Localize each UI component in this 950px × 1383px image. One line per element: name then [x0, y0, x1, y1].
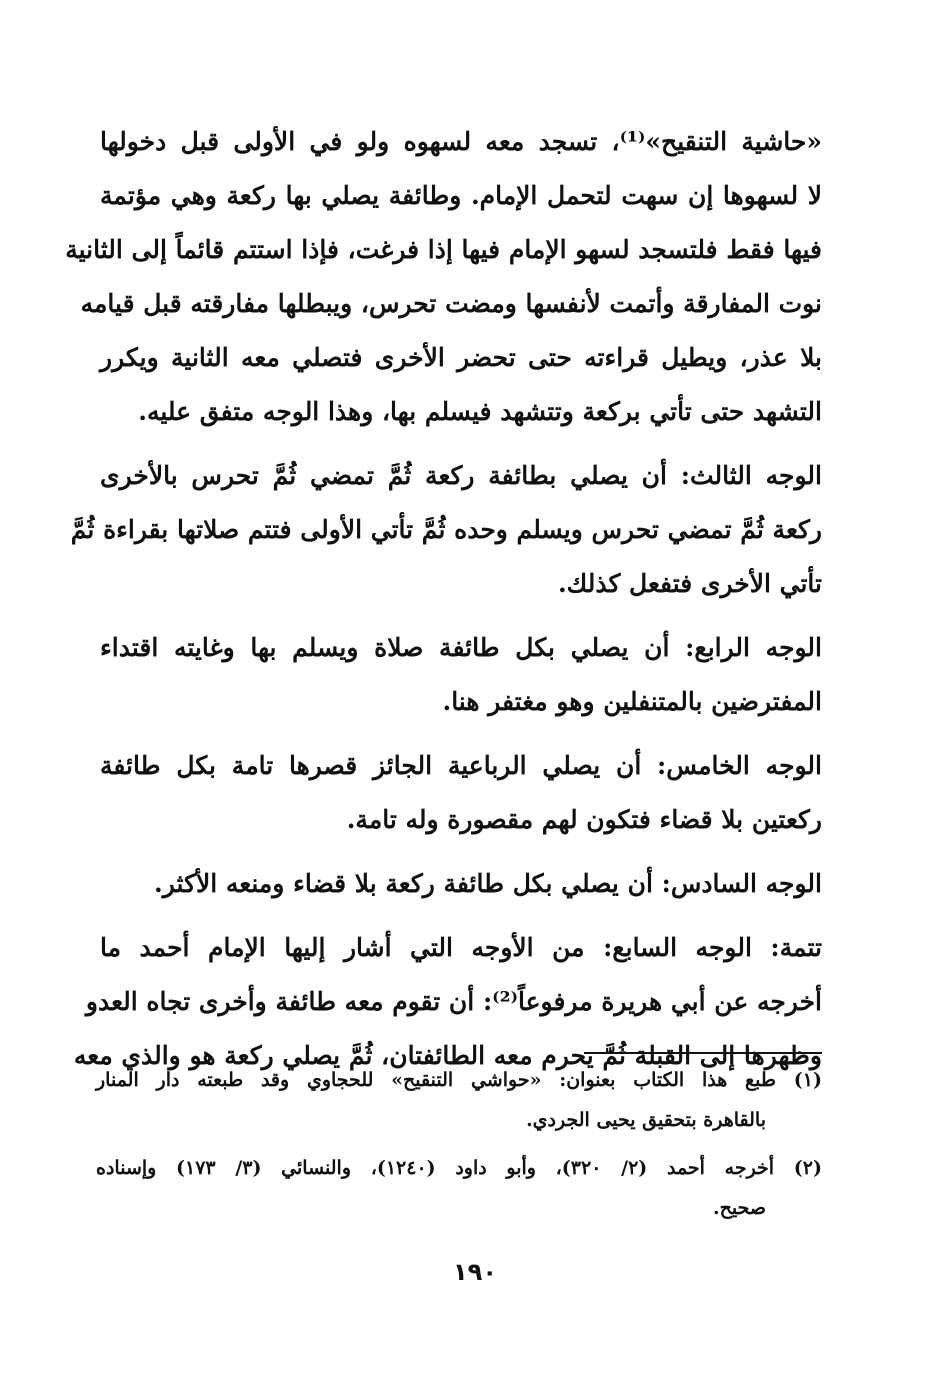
paragraph: [100, 621, 822, 729]
text-line: المفترضين بالمتنفلين وهو مغتفر هنا.: [442, 687, 822, 716]
text-line: بلا عذر، ويطيل قراءته حتى تحضر الأخرى فتصلي معه الثانية ويكرر: [100, 343, 822, 372]
text-line: وظهرها إلى القبلة ثُمَّ يحرم معه الطائفتان، ثُمَّ يصلي ركعة هو والذي معه: [73, 1041, 822, 1070]
page-number: ١٩٠: [453, 1258, 497, 1286]
text-line: «حاشية التنقيح»⁽¹⁾، تسجد معه لسهوه ولو في الأولى قبل دخولها: [100, 127, 822, 156]
main-text: [65, 115, 822, 1093]
text-line: فيها فقط فلتسجد لسهو الإمام فيها إذا فرغت، فإذا استتم قائماً إلى الثانية: [65, 235, 822, 264]
text-line: تتمة: الوجه السابع: من الأوجه التي أشار إليها الإمام أحمد ما: [100, 933, 822, 962]
footnotes: [96, 1060, 822, 1228]
footnote-line: صحيح.: [712, 1197, 766, 1219]
paragraph: [73, 921, 822, 1083]
text-line: الوجه السادس: أن يصلي بكل طائفة ركعة بلا قضاء ومنعه الأكثر.: [154, 869, 822, 898]
text-line: التشهد حتى تأتي بركعة وتتشهد فيسلم بها، وهذا الوجه متفق عليه.: [138, 397, 822, 426]
text-line: الوجه الرابع: أن يصلي بكل طائفة صلاة ويسلم بها وغايته اقتداء: [100, 633, 822, 662]
text-line: نوت المفارقة وأتمت لأنفسها ومضت تحرس، ويبطلها مفارقته قبل قيامه: [80, 289, 822, 318]
footnote-line: بالقاهرة بتحقيق يحيى الجردي.: [526, 1109, 766, 1131]
footnote: [96, 1148, 822, 1228]
footnote: [96, 1060, 822, 1140]
footnote-separator: [584, 1052, 822, 1054]
text-line: الوجه الخامس: أن يصلي الرباعية الجائز قصرها تامة بكل طائفة: [100, 751, 822, 780]
text-line: ركعة ثُمَّ تمضي تحرس ويسلم وحده ثُمَّ تأتي الأولى فتتم صلاتها بقراءة ثُمَّ: [70, 515, 822, 544]
text-line: ركعتين بلا قضاء فتكون لهم مقصورة وله تامة.: [346, 805, 822, 834]
paragraph: [100, 739, 822, 847]
text-line: تأتي الأخرى فتفعل كذلك.: [557, 569, 822, 598]
footnote-line: (٢) أخرجه أحمد (٢/ ٣٢٠)، وأبو داود (١٢٤٠)، والنسائي (٣/ ١٧٣) وإسناده: [96, 1157, 822, 1179]
text-line: الوجه الثالث: أن يصلي بطائفة ركعة ثُمَّ تمضي ثُمَّ تحرس بالأخرى: [100, 461, 822, 490]
paragraph: [65, 115, 822, 439]
paragraph: [70, 449, 822, 611]
footnote-line: (١) طبع هذا الكتاب بعنوان: «حواشي التنقيح» للحجاوي وقد طبعته دار المنار: [96, 1069, 822, 1091]
text-line: أخرجه عن أبي هريرة مرفوعاً⁽²⁾: أن تقوم معه طائفة وأخرى تجاه العدو: [85, 987, 822, 1016]
paragraph: [100, 857, 822, 911]
text-line: لا لسهوها إن سهت لتحمل الإمام. وطائفة يصلي بها ركعة وهي مؤتمة: [100, 181, 822, 210]
